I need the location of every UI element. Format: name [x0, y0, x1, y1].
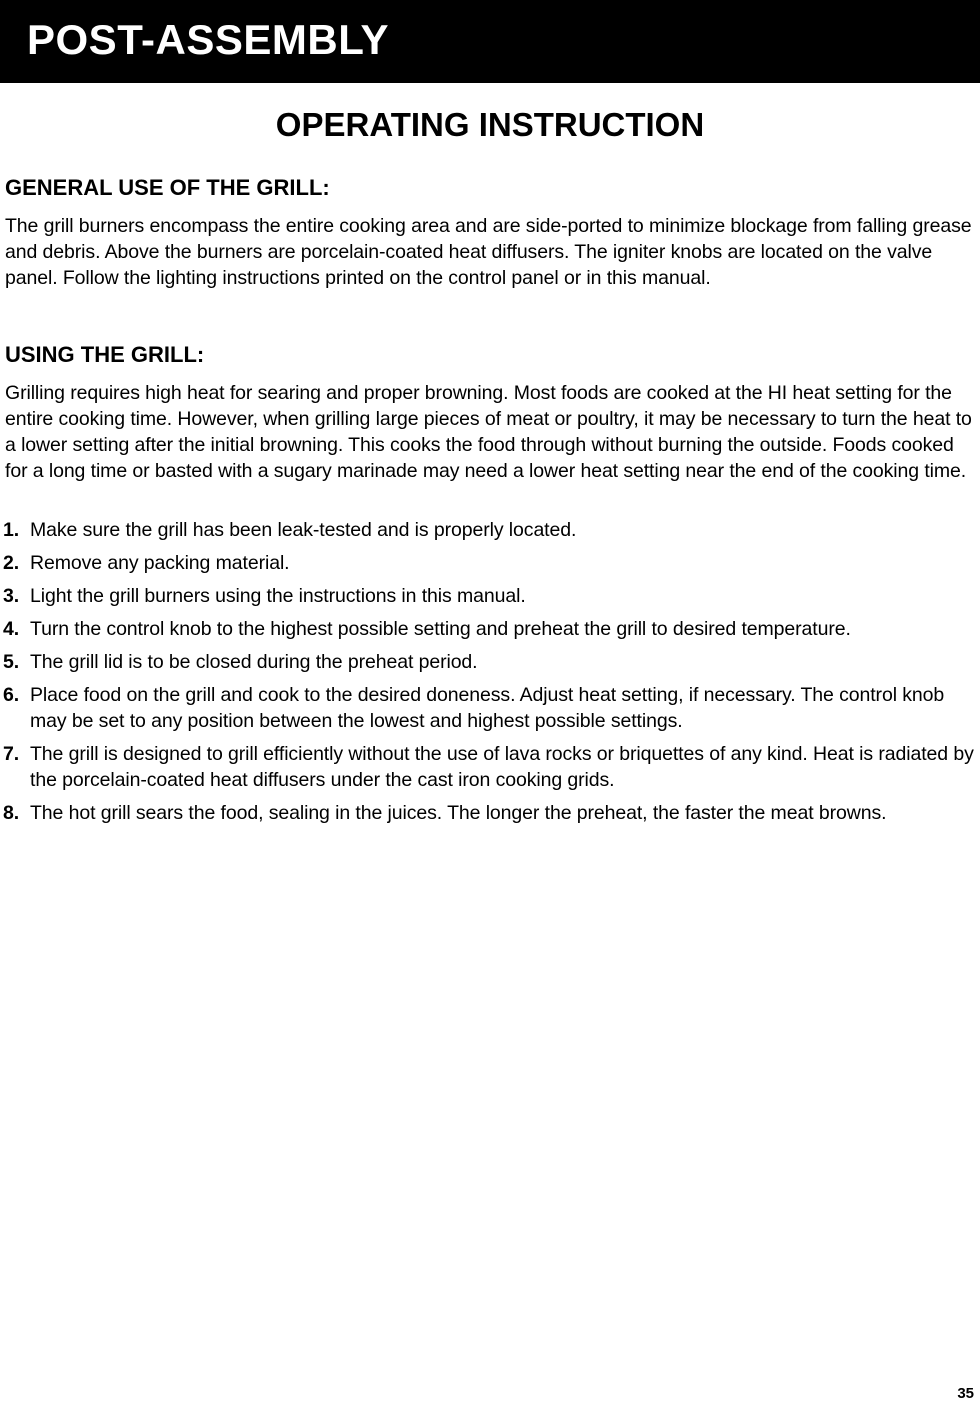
section-heading-using-grill: USING THE GRILL: [5, 342, 205, 367]
step-number: 4. [3, 618, 20, 640]
step-item [0, 682, 980, 734]
step-item [0, 616, 980, 642]
step-number: 7. [3, 743, 20, 765]
step-item [0, 550, 980, 576]
step-text: Make sure the grill has been leak-tested and is properly located. [30, 519, 577, 541]
paragraph-using-grill: Grilling requires high heat for searing and proper browning. Most foods are cooked at the HI heat setting for the entire cooking time. However, when grilling large pieces of meat or poultry, it may be necessary to turn the heat to a lower setting after the initial browning. This cooks the food through without burning the outside. Foods cooked for a long time or basted with a sugary marinade may need a lower heat setting near the end of the cooking time. [5, 382, 972, 482]
step-text: The grill is designed to grill efficiently without the use of lava rocks or briquettes of any kind. Heat is radiated by the porcelain-coated heat diffusers under the cast iron cooking grids. [30, 743, 974, 791]
step-item [0, 800, 980, 826]
step-number: 6. [3, 684, 20, 706]
header-bar [0, 0, 980, 83]
step-text: Remove any packing material. [30, 552, 290, 574]
step-number: 2. [3, 552, 20, 574]
step-text: The grill lid is to be closed during the preheat period. [30, 651, 478, 673]
paragraph-general-use: The grill burners encompass the entire cooking area and are side-ported to minimize blockage from falling grease and debris. Above the burners are porcelain-coated heat diffusers. The igniter knobs are located on the valve panel. Follow the lighting instructions printed on the control panel or in this manual. [5, 215, 972, 289]
step-number: 1. [3, 519, 20, 541]
step-text: The hot grill sears the food, sealing in the juices. The longer the preheat, the faster the meat browns. [30, 802, 887, 824]
step-number: 8. [3, 802, 20, 824]
step-number: 5. [3, 651, 20, 673]
step-item [0, 517, 980, 543]
step-number: 3. [3, 585, 20, 607]
page-number: 35 [957, 1385, 974, 1402]
instruction-steps-list [0, 517, 980, 833]
section-heading-general-use: GENERAL USE OF THE GRILL: [5, 175, 330, 200]
step-text: Turn the control knob to the highest possible setting and preheat the grill to desired temperature. [30, 618, 851, 640]
step-text: Place food on the grill and cook to the desired doneness. Adjust heat setting, if necessary. The control knob may be set to any position between the lowest and highest possible settings. [30, 684, 945, 732]
header-title: POST-ASSEMBLY [27, 16, 390, 63]
page-title: OPERATING INSTRUCTION [275, 106, 705, 143]
step-text: Light the grill burners using the instructions in this manual. [30, 585, 526, 607]
step-item [0, 649, 980, 675]
step-item [0, 583, 980, 609]
step-item [0, 741, 980, 793]
